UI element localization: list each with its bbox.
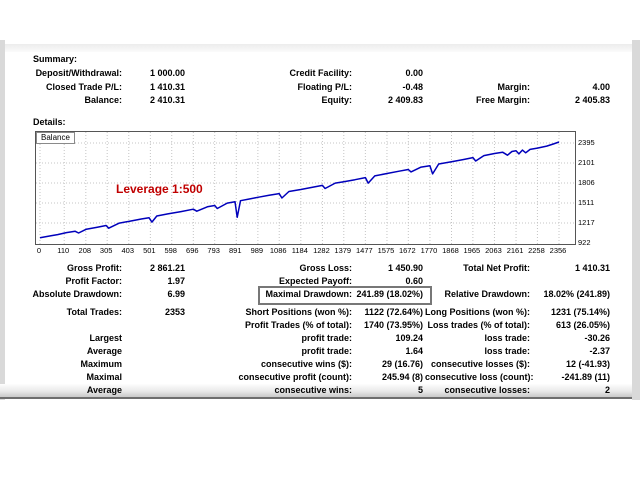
stat-label: consecutive loss (count): (425, 372, 534, 382)
x-tick-label: 1477 (356, 246, 373, 255)
stat-label: consecutive profit (count): (238, 372, 352, 382)
summary-label: Deposit/Withdrawal: (35, 68, 122, 78)
x-tick-label: 110 (57, 246, 70, 255)
table-row-highlighted (0, 384, 632, 399)
x-tick-label: 1965 (463, 246, 481, 255)
y-tick-label: 2101 (578, 157, 595, 167)
x-tick-label: 1770 (420, 246, 438, 255)
x-tick-label: 793 (207, 246, 220, 255)
table-row (0, 306, 632, 319)
stat-label: Gross Profit: (66, 263, 122, 273)
x-tick-label: 891 (229, 246, 242, 255)
stat-value: 1231 (75.14%) (550, 307, 610, 317)
stat-value: 1.97 (167, 276, 185, 286)
chart-legend: Balance (36, 132, 75, 144)
x-tick-label: 598 (164, 246, 177, 255)
summary-value: 1 410.31 (149, 81, 185, 92)
stat-label: profit trade: (301, 333, 352, 343)
x-tick-label: 696 (186, 246, 199, 255)
x-tick-label: 403 (121, 246, 135, 255)
x-tick-label: 2258 (528, 246, 545, 255)
summary-label: Free Margin: (475, 95, 530, 106)
stat-value: -2.37 (589, 346, 610, 356)
stat-value: 241.89 (18.02%) (356, 289, 423, 299)
x-tick-label: 305 (99, 246, 113, 255)
table-row (0, 319, 632, 332)
stat-value: 2353 (164, 307, 185, 317)
stat-label: Largest (89, 333, 122, 343)
report-scrollbar[interactable] (632, 40, 640, 400)
stat-label: Average (86, 346, 122, 356)
stat-value: 1740 (73.95%) (363, 320, 423, 330)
stat-value: 6.99 (167, 289, 185, 299)
summary-label: Floating P/L: (297, 81, 352, 92)
balance-chart (35, 131, 576, 245)
stat-label: Relative Drawdown: (444, 289, 530, 299)
table-row (0, 345, 632, 358)
stat-label: Maximal (86, 372, 122, 382)
summary-value: 4.00 (592, 81, 610, 92)
stat-value: 1 410.31 (574, 263, 610, 273)
y-tick-label: 1511 (578, 198, 595, 207)
summary-label: Closed Trade P/L: (45, 81, 122, 92)
summary-row (0, 94, 632, 108)
x-tick-label: 2063 (485, 246, 502, 255)
stat-value: 1.64 (405, 346, 423, 356)
report-top-edge (5, 44, 632, 52)
summary-value: 2 409.83 (387, 95, 423, 106)
stat-label: Absolute Drawdown: (32, 289, 122, 299)
stat-label: consecutive wins: (274, 385, 352, 395)
stat-value: -30.26 (584, 333, 610, 343)
stat-value: -241.89 (11) (561, 372, 610, 382)
stat-label: Average (86, 385, 122, 395)
table-row (0, 358, 632, 371)
x-tick-label: 989 (250, 246, 264, 255)
stat-label: Profit Trades (% of total): (244, 320, 352, 330)
stat-label: Long Positions (won %): (425, 307, 530, 317)
table-row (0, 288, 632, 301)
stat-label: Maximum (80, 359, 122, 369)
stat-label: loss trade: (484, 333, 530, 343)
x-tick-label: 2356 (549, 246, 567, 255)
stat-value: 2 (604, 385, 610, 395)
x-tick-label: 1868 (442, 246, 459, 255)
x-tick-label: 0 (36, 246, 42, 255)
stat-label: Gross Loss: (299, 263, 352, 273)
stat-label: Maximal Drawdown: (265, 289, 352, 299)
stat-label: Total Trades: (66, 307, 122, 317)
stat-label: consecutive wins ($): (260, 359, 352, 369)
results-table (0, 262, 632, 399)
summary-value: 0.00 (405, 68, 423, 78)
stat-value: 245.94 (8) (381, 372, 423, 382)
stat-label: profit trade: (301, 346, 352, 356)
summary-value: 2 410.31 (149, 95, 185, 106)
x-tick-label: 501 (143, 246, 156, 255)
stat-label: consecutive losses: (444, 385, 530, 395)
table-row (0, 262, 632, 275)
y-tick-label: 2395 (578, 138, 595, 147)
stat-value: 29 (16.76) (381, 359, 423, 369)
stat-label: Short Positions (won %): (245, 307, 352, 317)
stat-value: 0.60 (405, 276, 423, 286)
summary-value: 1 000.00 (149, 68, 185, 78)
summary-label: Credit Facility: (289, 68, 352, 78)
table-row (0, 371, 632, 384)
details-heading: Details: (33, 117, 66, 127)
stat-label: loss trade: (484, 346, 530, 356)
stat-value: 1 450.90 (387, 263, 423, 273)
x-tick-label: 1184 (291, 246, 308, 255)
y-tick-label: 922 (578, 238, 591, 247)
stat-value: 613 (26.05%) (555, 320, 610, 330)
x-tick-label: 208 (78, 246, 92, 255)
summary-row (0, 81, 632, 95)
summary-label: Balance: (84, 95, 122, 106)
x-tick-label: 1575 (377, 246, 395, 255)
stat-value: 2 861.21 (149, 263, 185, 273)
summary-table (0, 67, 632, 108)
stat-label: Total Net Profit: (463, 263, 530, 273)
summary-value: 2 405.83 (574, 95, 610, 106)
stat-value: 109.24 (395, 333, 423, 343)
summary-row (0, 67, 632, 81)
stat-value: 5 (417, 385, 423, 395)
stat-value: 18.02% (241.89) (543, 289, 610, 299)
summary-label: Margin: (497, 81, 530, 92)
stat-value: 12 (-41.93) (565, 359, 610, 369)
x-tick-label: 1086 (269, 246, 287, 255)
stat-label: Expected Payoff: (278, 276, 352, 286)
x-tick-label: 2161 (506, 246, 524, 255)
x-tick-label: 1379 (334, 246, 352, 255)
stat-label: consecutive losses ($): (430, 359, 530, 369)
table-row (0, 332, 632, 345)
y-tick-label: 1217 (578, 217, 595, 227)
x-tick-label: 1282 (313, 246, 330, 255)
stat-label: Loss trades (% of total): (427, 320, 530, 330)
y-tick-label: 1806 (578, 177, 595, 187)
summary-heading: Summary: (33, 54, 78, 64)
summary-label: Equity: (321, 95, 352, 106)
leverage-annotation: Leverage 1:500 (116, 182, 203, 196)
summary-value: -0.48 (402, 81, 423, 92)
x-tick-label: 1672 (398, 246, 416, 255)
stat-value: 1122 (72.64%) (364, 307, 423, 317)
stat-label: Profit Factor: (65, 276, 122, 286)
